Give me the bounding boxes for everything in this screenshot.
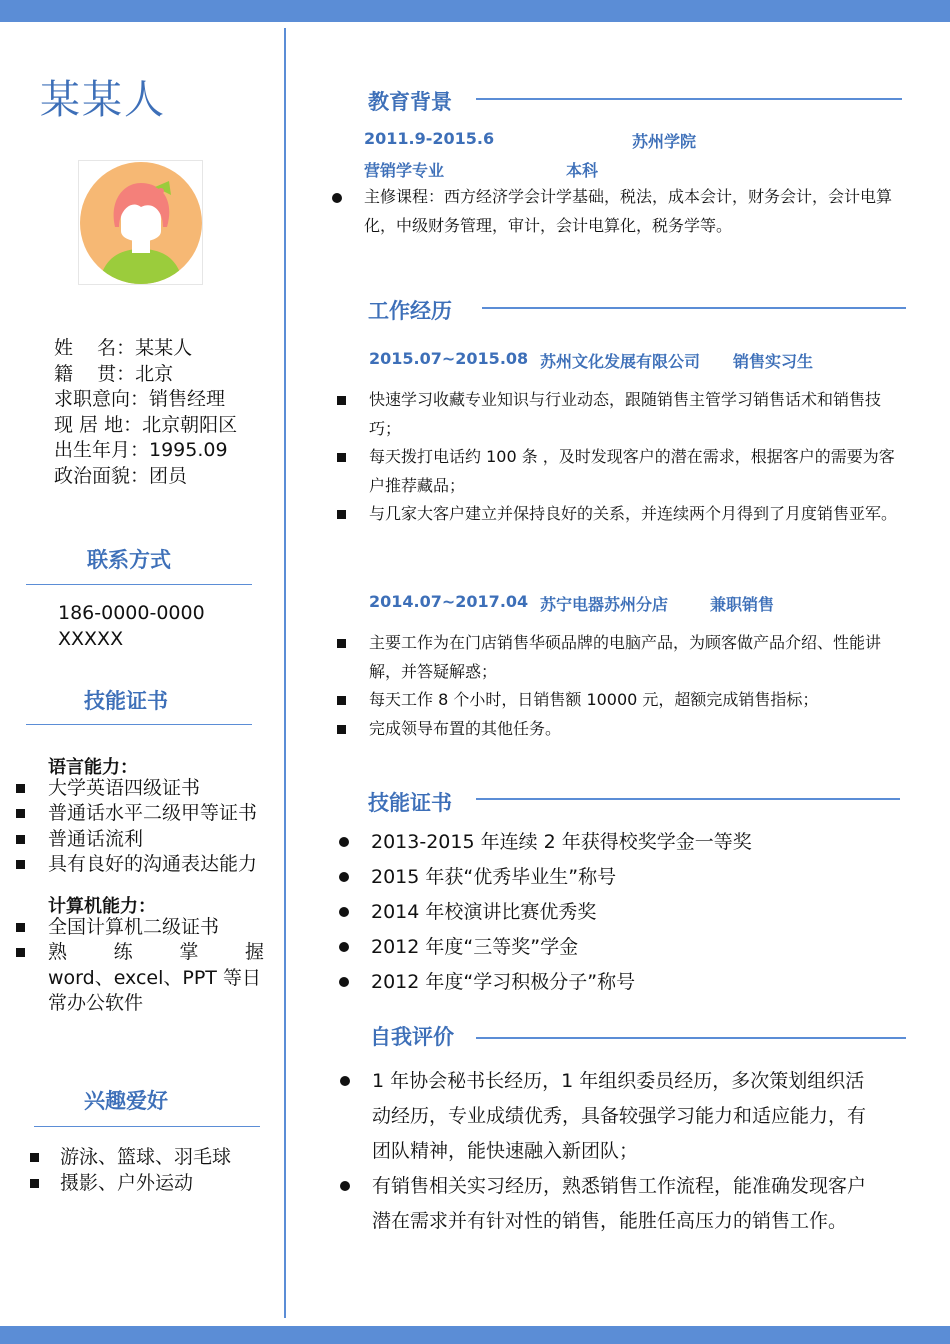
- list-item: 普通话流利: [16, 827, 266, 852]
- list-item: 完成领导布置的其他任务。: [337, 715, 899, 744]
- top-accent-bar: [0, 0, 950, 22]
- info-job-intention: 求职意向：销售经理: [54, 388, 226, 410]
- info-politics: 政治面貌：团员: [54, 464, 188, 487]
- phone-number: 186-0000-0000: [58, 602, 205, 624]
- contact-heading: 联系方式: [87, 548, 171, 572]
- list-item: 全国计算机二级证书: [16, 915, 264, 940]
- degree-name: 本科: [566, 161, 599, 180]
- awards-rule: [476, 798, 900, 800]
- awards-heading: 技能证书: [368, 791, 452, 815]
- job2-period: 2014.07~2017.04: [369, 592, 529, 611]
- education-courses: [332, 183, 894, 240]
- info-birth: 出生年月：1995.09: [54, 439, 228, 461]
- list-item: 2015 年获“优秀毕业生”称号: [339, 860, 899, 895]
- computer-heading: 计算机能力：: [48, 896, 156, 917]
- list-item: 1 年协会秘书长经历，1 年组织委员经历，多次策划组织活动经历，专业成绩优秀，具备较强学习能力和适应能力，有团队精神，能快速融入新团队；: [340, 1064, 882, 1169]
- education-heading: 教育背景: [368, 90, 452, 114]
- list-item: 有销售相关实习经历，熟悉销售工作流程，能准确发现客户潜在需求并有针对性的销售，能胜任高压力的销售工作。: [340, 1169, 882, 1239]
- language-heading: 语言能力：: [48, 757, 138, 778]
- hobbies-rule: [34, 1126, 260, 1127]
- job2-company: 苏宁电器苏州分店: [540, 595, 669, 614]
- list-item: 每天工作 8 个小时，日销售额 10000 元，超额完成销售指标；: [337, 686, 899, 715]
- hobbies-heading: 兴趣爱好: [84, 1089, 168, 1113]
- education-period: 2011.9-2015.6: [364, 129, 495, 148]
- resume-name: 某某人: [40, 77, 166, 123]
- computer-list: [16, 915, 264, 1016]
- self-eval-heading: 自我评价: [370, 1025, 454, 1049]
- awards-list: [339, 825, 899, 1000]
- column-divider: [284, 28, 286, 1318]
- info-residence: 现 居 地：北京朝阳区: [54, 413, 238, 436]
- job2-position: 兼职销售: [710, 595, 775, 614]
- school-name: 苏州学院: [632, 132, 697, 151]
- list-item: 具有良好的沟通表达能力: [16, 852, 266, 877]
- info-name: 姓 名：某某人: [54, 337, 193, 359]
- list-item: 2013-2015 年连续 2 年获得校奖学金一等奖: [339, 825, 899, 860]
- list-item: 主要工作为在门店销售华硕品牌的电脑产品，为顾客做产品介绍、性能讲解，并答疑解惑；: [337, 629, 899, 686]
- contact-rule: [26, 584, 252, 585]
- list-item: 2012 年度“三等奖”学金: [339, 930, 899, 965]
- major-name: 营销学专业: [364, 161, 445, 180]
- info-hometown: 籍 贯：北京: [54, 362, 174, 385]
- person-avatar-icon: [78, 160, 203, 285]
- list-item: 2014 年校演讲比赛优秀奖: [339, 895, 899, 930]
- personal-info: [54, 336, 237, 489]
- list-item: 熟 练 掌 握 word、excel、PPT 等日 常办公软件: [16, 940, 264, 1016]
- self-eval-rule: [476, 1037, 906, 1039]
- job1-company: 苏州文化发展有限公司: [540, 352, 701, 371]
- left-skills-heading: 技能证书: [84, 689, 168, 713]
- list-item: 主修课程：西方经济学会计学基础，税法，成本会计，财务会计，会计电算化，中级财务管理，审计，会计电算化，税务学等。: [332, 183, 894, 240]
- contact-block: [58, 600, 205, 652]
- list-item: 大学英语四级证书: [16, 776, 266, 801]
- list-item: 每天拨打电话约 100 条 ，及时发现客户的潜在需求，根据客户的需要为客户推荐藏品；: [337, 443, 899, 500]
- job2-duties: [337, 629, 899, 743]
- language-list: [16, 776, 266, 877]
- list-item: 2012 年度“学习积极分子”称号: [339, 965, 899, 1000]
- job1-duties: [337, 386, 899, 529]
- job1-period: 2015.07~2015.08: [369, 349, 529, 368]
- hobbies-list: [30, 1145, 231, 1196]
- work-heading: 工作经历: [368, 299, 452, 323]
- bottom-accent-bar: [0, 1326, 950, 1344]
- email-address: XXXXX: [58, 628, 124, 650]
- education-rule: [476, 98, 902, 100]
- work-rule: [482, 307, 906, 309]
- self-eval-list: [340, 1064, 882, 1239]
- list-item: 普通话水平二级甲等证书: [16, 801, 266, 826]
- list-item: 摄影、户外运动: [30, 1171, 231, 1197]
- list-item: 快速学习收藏专业知识与行业动态，跟随销售主管学习销售话术和销售技巧；: [337, 386, 899, 443]
- list-item: 游泳、篮球、羽毛球: [30, 1145, 231, 1171]
- left-skills-rule: [26, 724, 252, 725]
- job1-position: 销售实习生: [733, 352, 814, 371]
- list-item: 与几家大客户建立并保持良好的关系，并连续两个月得到了月度销售亚军。: [337, 500, 899, 529]
